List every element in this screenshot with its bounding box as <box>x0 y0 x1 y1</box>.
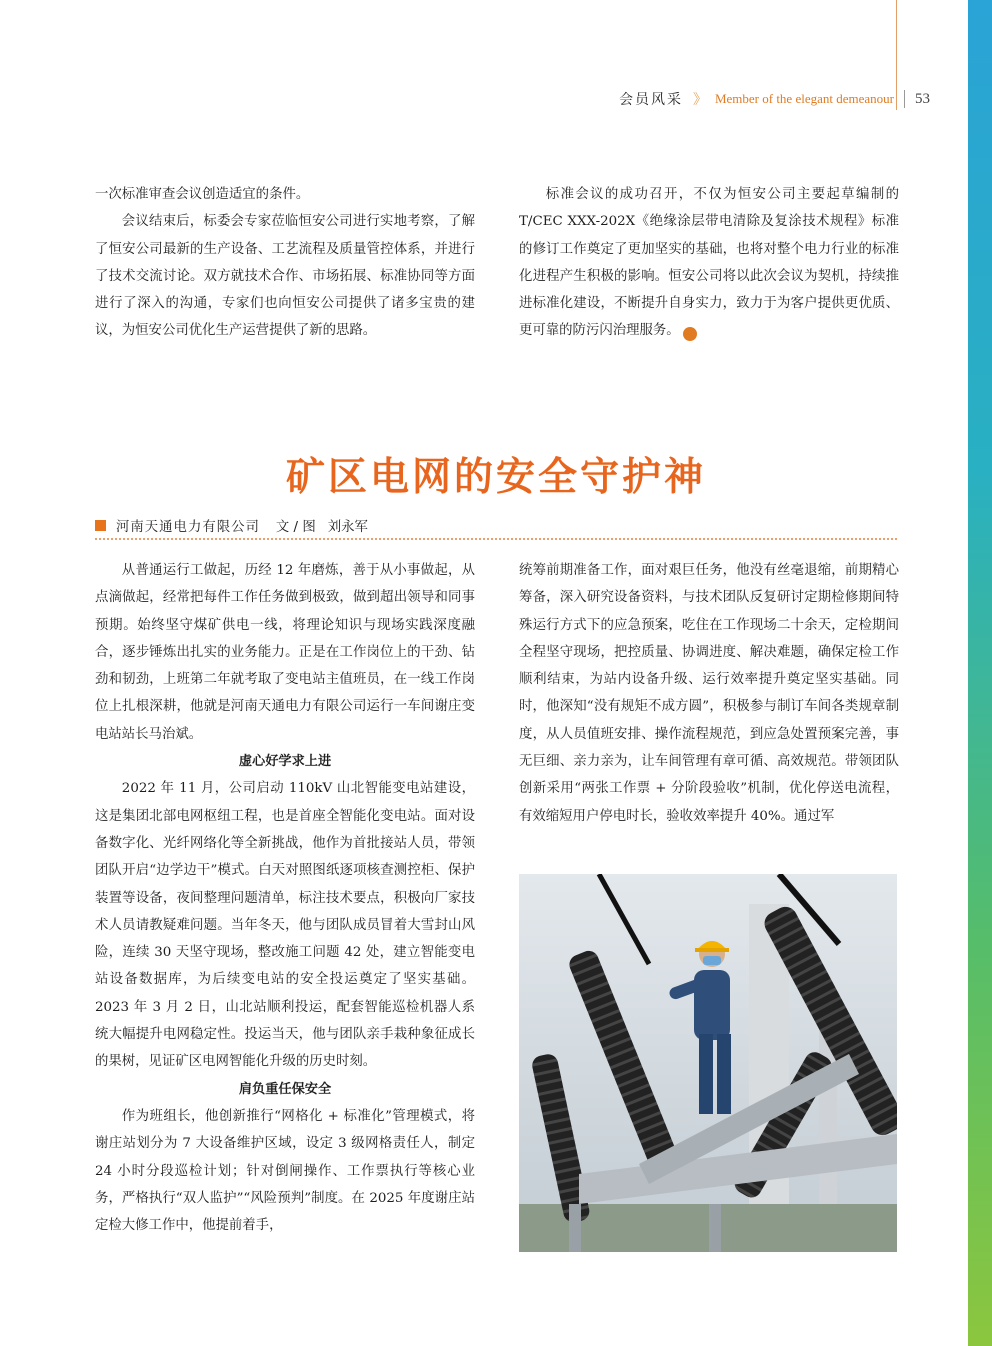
subheading-2: 肩负重任保安全 <box>238 1081 332 1097</box>
intro-paragraph: 从普通运行工做起，历经 12 年磨炼，善于从小事做起，从点滴做起，经常把每件工作任务做到极致，做到超出领导和同事预期。始终坚守煤矿供电一线，将理论知识与现场实践深度融合，逐步锤炼出扎实的业务能力。正是在工作岗位上的干劲、钻劲和韧劲，上班第二年就考取了变电站主值班员，在一线工作岗位上扎根深耕，他就是河南天通电力有限公司运行一车间谢庄变电站站长马治斌。 <box>95 563 475 742</box>
article-title: 矿区电网的安全守护神 <box>285 454 706 500</box>
side-color-bar <box>968 0 992 1346</box>
article-left-column <box>95 557 475 1239</box>
byline-author: 刘永军 <box>327 519 368 535</box>
photo-illustration <box>519 874 897 1252</box>
right-column-paragraph: 统筹前期准备工作，面对艰巨任务，他没有丝毫退缩，前期精心筹备，深入研究设备资料，与技术团队反复研讨定期检修期间特殊运行方式下的应急预案，吃住在工作现场二十余天，定检期间全程坚守现场，把控质量、协调进度、解决难题，确保定检工作顺利结束，为站内设备升级、运行效率提升奠定坚实基础。同时，他深知“没有规矩不成方圆”，积极参与制订车间各类规章制度，从人员值班安排、操作流程规范，到应急处置预案完善，事无巨细、亲力亲为，让车间管理有章可循、高效规范。带领团队创新采用“两张工作票 + 分阶段验收”机制，优化停送电流程，有效缩短用户停电时长，验收效率提升 40%。通过军 <box>519 563 899 824</box>
running-header <box>540 88 930 110</box>
article-right-column <box>519 557 899 830</box>
page-number: 53 <box>915 90 930 107</box>
subheading-1: 虚心好学求上进 <box>238 754 332 770</box>
prev-right-text: 标准会议的成功召开，不仅为恒安公司主要起草编制的 T/CEC XXX-202X《绝缘涂层带电清除及复涂技术规程》标准的修订工作奠定了更加坚实的基础，也将对整个电力行业的标准化进程产生积极的影响。恒安公司将以此次会议为契机，持续推进标准化建设，不断提升自身实力，致力于为客户提供更优质、更可靠的防污闪治理服务。 <box>519 187 899 339</box>
worker-substation-photo <box>519 874 897 1252</box>
prev-left-para-2: 会议结束后，标委会专家莅临恒安公司进行实地考察，了解了恒安公司最新的生产设备、工艺流程及质量管控体系，并进行了技术交流讨论。双方就技术合作、市场拓展、标准协同等方面进行了深入的沟通，专家们也向恒安公司提供了诸多宝贵的建议，为恒安公司优化生产运营提供了新的思路。 <box>95 214 475 339</box>
prev-article-left-column <box>95 181 475 345</box>
byline-role: 文 / 图 <box>275 519 316 535</box>
prev-right-para-1 <box>519 181 899 345</box>
byline <box>95 514 368 536</box>
end-mark-icon: © <box>683 327 697 341</box>
paragraph-3: 作为班组长，他创新推行“网格化 + 标准化”管理模式，将谢庄站划分为 7 大设备维护区域，设定 3 级网格责任人，制定 24 小时分段巡检计划；针对倒闸操作、工作票执行等核心业务，严格执行“双人监护”“风险预判”制度。在 2025 年度谢庄站定检大修工作中，他提前着手， <box>95 1108 475 1234</box>
prev-left-para-1: 一次标准审查会议创造适宜的条件。 <box>95 187 310 202</box>
prev-article-right-column <box>519 181 899 345</box>
dotted-divider <box>95 538 897 540</box>
paragraph-2: 2022 年 11 月，公司启动 110kV 山北智能变电站建设，这是集团北部电网枢纽工程，也是首座全智能化变电站。面对设备数字化、光纤网络化等全新挑战，他作为首批接站人员，带领团队开启“边学边干”模式。白天对照图纸逐项核查测控柜、保护装置等设备，夜间整理问题清单，标注技术要点，积极向厂家技术人员请教疑难问题。当年冬天，他与团队成员冒着大雪封山风险，连续 30 天坚守现场，整改施工问题 42 处，建立智能变电站设备数据库，为后续变电站的安全投运奠定了坚实基础。2023 年 3 月 2 日，山北站顺利投运，配套智能巡检机器人系统大幅提升电网稳定性。投运当天，他与团队亲手栽种象征成长的果树，见证矿区电网智能化升级的历史时刻。 <box>95 781 475 1070</box>
byline-square-icon <box>95 520 106 531</box>
byline-org: 河南天通电力有限公司 <box>116 519 260 535</box>
section-title-en: Member of the elegant demeanour <box>714 91 894 106</box>
section-title: 会员风采 <box>618 92 683 108</box>
header-separator <box>904 90 905 108</box>
double-chevron-icon: 》 <box>692 92 707 108</box>
